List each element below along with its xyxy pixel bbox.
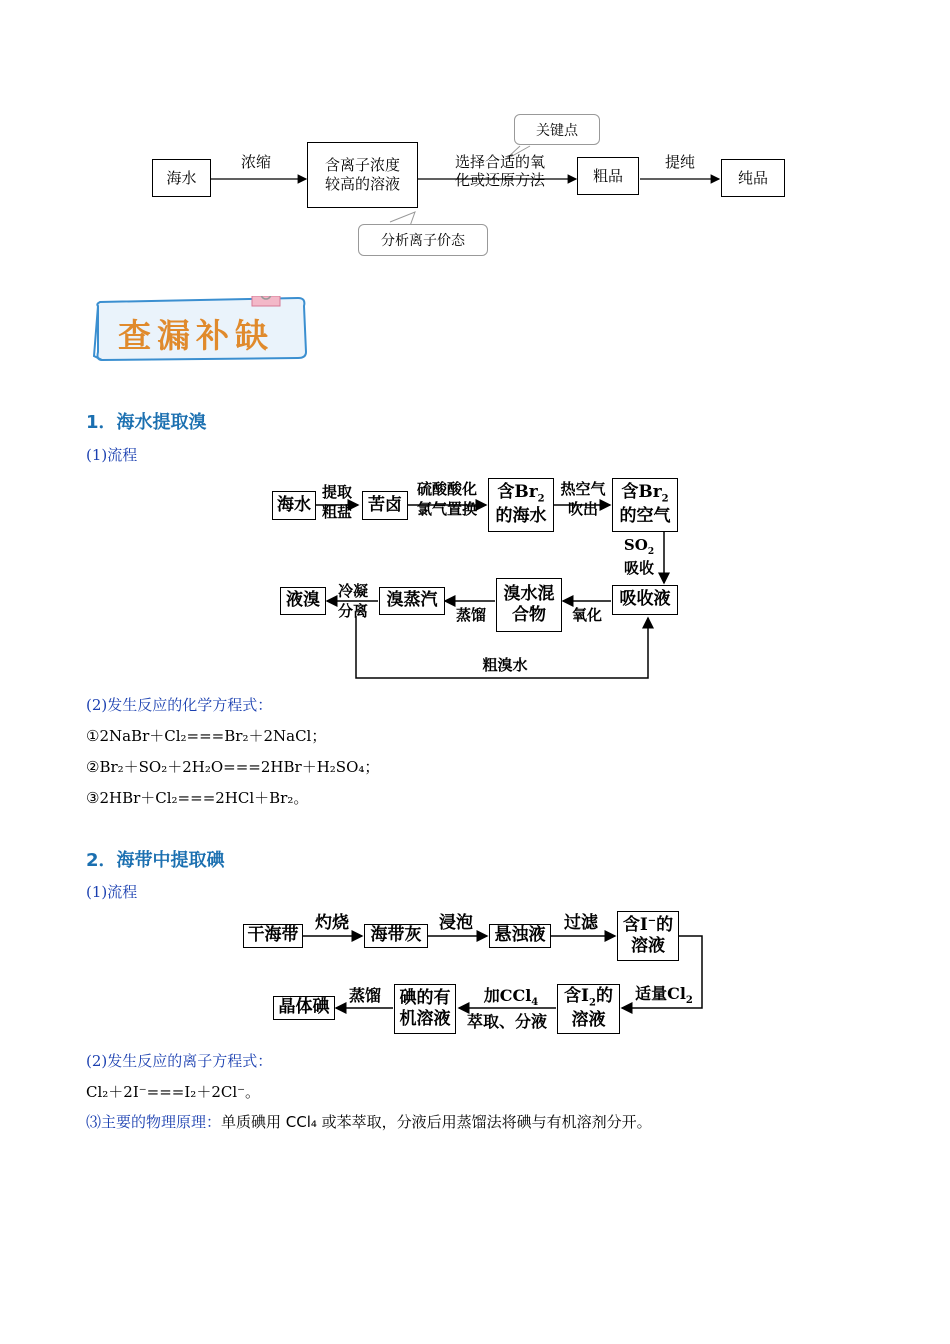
- br-label-absorb: 吸收: [623, 558, 654, 577]
- i-box-kelp-ash: 海带灰: [364, 924, 428, 948]
- br-box-br2-seawater: [488, 478, 554, 532]
- i-box-organic-1: 碘的有: [399, 987, 451, 1008]
- i-label-ccl4-sub: 4: [531, 997, 539, 1009]
- br-box-bromine-mixture: [496, 578, 562, 632]
- br-box-bittern: 苦卤: [362, 491, 408, 520]
- br-label-cond-top: 冷凝: [337, 582, 368, 600]
- br-label-oxidize: 氧化: [571, 606, 602, 624]
- br-box-bromine-vapor: 溴蒸汽: [379, 587, 445, 615]
- section1-heading: 1．海水提取溴: [86, 412, 207, 433]
- br-box-br2-air: [612, 478, 678, 532]
- box-seawater: 海水: [152, 159, 211, 197]
- section2-heading: 2．海带中提取碘: [86, 850, 225, 871]
- br-label-acid-top: 硫酸酸化: [416, 480, 477, 498]
- box-crude: 粗品: [577, 157, 639, 195]
- br-label-hotair: [554, 480, 612, 519]
- i-box-dry-kelp: 干海带: [243, 924, 303, 948]
- i-label-distill: 蒸馏: [348, 986, 381, 1005]
- br-label-acidify: [408, 480, 486, 519]
- br-label-acid-bottom: 氯气置换: [416, 499, 477, 518]
- i-box-iodide-3: 溶液: [631, 936, 665, 956]
- br-label-so2: SO: [623, 536, 648, 554]
- i-label-cl2-text: 适量Cl: [635, 984, 686, 1003]
- i-label-filter: 过滤: [564, 913, 598, 933]
- label-choose-line2: 化或还原方法: [454, 171, 545, 189]
- br-label-so2-sub: 2: [647, 547, 655, 557]
- section2-equation-1: Cl₂＋2I⁻===I₂＋2Cl⁻。: [86, 1083, 261, 1101]
- section1-equation-3: ③2HBr＋Cl₂===2HCl＋Br₂。: [86, 789, 309, 807]
- box-pure: 纯品: [721, 159, 785, 197]
- i-label-cl2: [628, 984, 700, 1007]
- i-label-ccl4-text: 加CCl: [483, 986, 532, 1005]
- i-label-burn: 灼烧: [315, 913, 349, 933]
- br-label-hotair-bottom: 吹出: [567, 499, 598, 518]
- section2-reactions-label: (2)发生反应的离子方程式：: [86, 1052, 273, 1070]
- i-box-i2-sub: 2: [588, 997, 596, 1009]
- br-label-so2-absorb: [618, 536, 660, 578]
- br-label-condense: [328, 582, 378, 621]
- section2-principle: [86, 1111, 652, 1132]
- label-concentrate: 浓缩: [240, 153, 271, 171]
- i-box-iodide-2: 的: [656, 914, 674, 935]
- br-label-extract-top: 提取: [321, 483, 352, 501]
- i-box-i2-3: 溶液: [571, 1010, 606, 1031]
- i-box-organic-2: 机溶液: [399, 1009, 451, 1029]
- br-box-liquid-bromine: 液溴: [280, 587, 326, 615]
- br-box-absorb-liquid: 吸收液: [612, 585, 678, 615]
- section1-reactions-label: (2)发生反应的化学方程式：: [86, 696, 273, 714]
- i-box-iodide-1: 含I: [622, 914, 648, 935]
- br-box-br2-air-2: 的空气: [619, 506, 671, 527]
- section1-equation-1: ①2NaBr＋Cl₂===Br₂＋2NaCl；: [86, 727, 327, 745]
- i-box-suspension: 悬浊液: [489, 924, 551, 948]
- i-box-iodide-sup: −: [647, 915, 657, 927]
- section2-principle-label: ⑶主要的物理原理：: [86, 1113, 222, 1131]
- section1-equation-2: ②Br₂＋SO₂＋2H₂O===2HBr＋H₂SO₄；: [86, 758, 380, 776]
- br-label-distill: 蒸馏: [455, 606, 486, 624]
- banner-title: 查漏补缺: [118, 316, 274, 355]
- br-label-hotair-top: 热空气: [560, 480, 606, 498]
- section2-flow-label: (1)流程: [86, 883, 138, 901]
- br-label-crude-bromine-water: 粗溴水: [482, 656, 528, 674]
- i-box-i2-solution: [557, 984, 620, 1034]
- i-label-soak: 浸泡: [439, 913, 473, 933]
- callout-key-point: 关键点: [514, 114, 600, 145]
- i-label-extract: 萃取、分液: [466, 1012, 547, 1031]
- label-choose-line1: 选择合适的氧: [454, 153, 545, 171]
- br-label-extract-bottom: 粗盐: [321, 502, 352, 521]
- br-box-br2-air-1: 含Br: [621, 482, 662, 503]
- label-purify: 提纯: [664, 153, 695, 171]
- i-box-crystal-iodine: 晶体碘: [273, 996, 335, 1020]
- br-box-br2-sea-2: 的海水: [495, 506, 547, 527]
- br-box-mix-2: 合物: [512, 605, 546, 625]
- br-box-br2-sea-sub: 2: [537, 493, 545, 505]
- i-label-ccl4: [466, 986, 556, 1009]
- box-high-conc-line2: 较高的溶液: [324, 175, 400, 193]
- br-box-br2-sea-1: 含Br: [497, 482, 538, 503]
- label-choose-method: [440, 153, 560, 189]
- i-box-i2-1: 含I: [564, 986, 589, 1007]
- i-box-i2-2: 的: [595, 986, 613, 1007]
- section2-principle-text: 单质碘用 CCl₄ 或苯萃取，分液后用蒸馏法将碘与有机溶剂分开。: [221, 1113, 652, 1131]
- br-box-br2-air-sub: 2: [661, 493, 669, 505]
- i-box-iodide-solution: [617, 911, 679, 961]
- br-box-seawater: 海水: [272, 491, 316, 520]
- i-box-organic-solution: [394, 984, 456, 1034]
- section1-flow-label: (1)流程: [86, 446, 138, 464]
- box-high-conc-line1: 含离子浓度: [324, 156, 400, 175]
- callout-analyze-valence: 分析离子价态: [358, 224, 488, 256]
- i-label-cl2-sub: 2: [685, 995, 693, 1007]
- br-box-mix-1: 溴水混: [503, 583, 555, 604]
- box-high-concentration: [307, 142, 418, 208]
- br-label-cond-bottom: 分离: [337, 601, 368, 620]
- br-label-extract: [316, 483, 358, 522]
